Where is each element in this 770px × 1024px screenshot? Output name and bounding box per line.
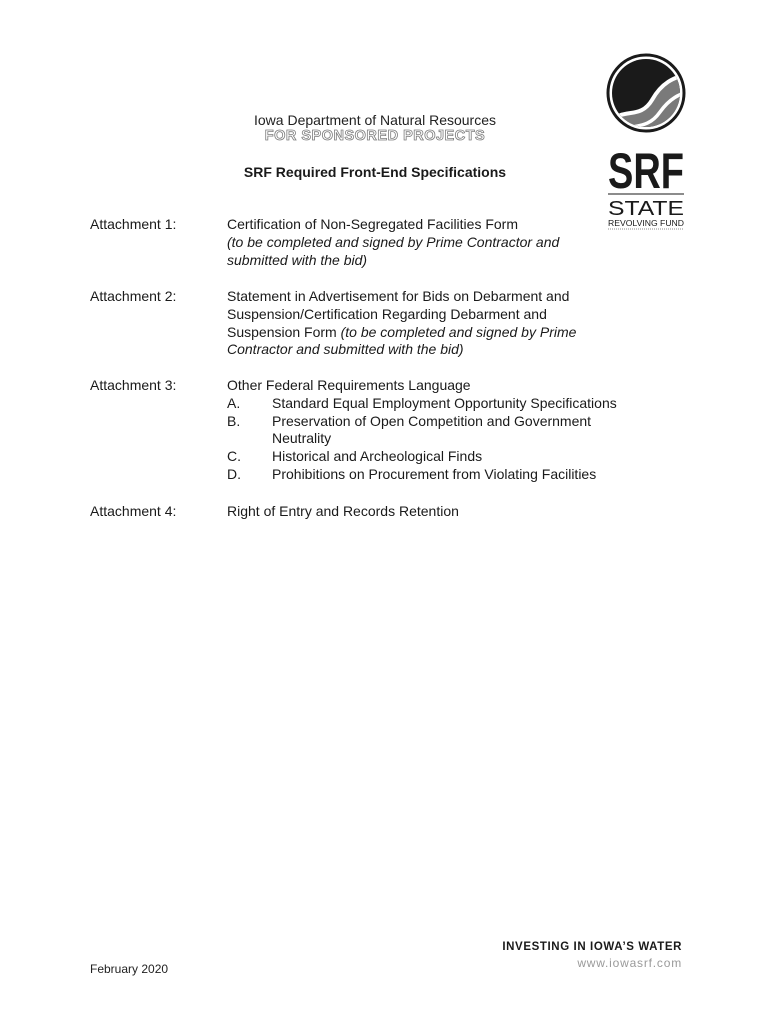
attachment-title-line xyxy=(227,324,667,342)
attachment-note: submitted with the bid) xyxy=(227,251,368,268)
srf-wave-circle-icon xyxy=(604,52,688,232)
attachment-label: Attachment 4: xyxy=(90,503,177,519)
list-item-text: Prohibitions on Procurement from Violating Facilities xyxy=(272,465,597,482)
list-item-text: Historical and Archeological Finds xyxy=(272,448,483,465)
attachment-title: Suspension/Certification Regarding Debarment and xyxy=(227,305,547,322)
list-item-letter: D. xyxy=(227,465,241,482)
list-item xyxy=(227,466,687,484)
srf-logo xyxy=(604,52,688,232)
attachment-label: Attachment 2: xyxy=(90,288,177,304)
attachment-title: Certification of Non-Segregated Facilities Form xyxy=(227,216,519,232)
page-title: SRF Required Front-End Specifications xyxy=(243,164,507,180)
attachment-title: Statement in Advertisement for Bids on Debarment and xyxy=(227,288,570,304)
attachment-label: Attachment 3: xyxy=(90,377,177,393)
logo-mark: SRF xyxy=(608,143,684,199)
attachment-label: Attachment 1: xyxy=(90,216,177,232)
organization-name: Iowa Department of Natural Resources xyxy=(254,112,496,128)
list-item-letter: C. xyxy=(227,448,241,465)
logo-word: STATE xyxy=(608,198,684,220)
list-item-text: Standard Equal Employment Opportunity Specifications xyxy=(272,394,617,411)
attachment-note: (to be completed and signed by Prime Contractor and xyxy=(227,233,560,250)
attachment-title: Suspension Form xyxy=(227,323,337,340)
attachment-note: Contractor and submitted with the bid) xyxy=(227,341,464,358)
list-item-letter: A. xyxy=(227,394,241,411)
list-item-text: Preservation of Open Competition and Government xyxy=(272,412,592,429)
attachment-body xyxy=(227,503,667,521)
list-item xyxy=(227,395,687,413)
list-item xyxy=(227,413,687,449)
list-item-text: Neutrality xyxy=(272,430,332,447)
requirements-list xyxy=(227,395,687,484)
list-item xyxy=(227,448,687,466)
list-item-letter: B. xyxy=(227,412,241,429)
footer-url: www.iowasrf.com xyxy=(577,956,682,970)
attachment-title: Right of Entry and Records Retention xyxy=(227,503,459,519)
attachment-note: (to be completed and signed by Prime xyxy=(340,323,577,340)
logo-tag: REVOLVING FUND xyxy=(608,219,685,228)
attachment-body xyxy=(227,288,667,359)
document-date: February 2020 xyxy=(90,962,169,976)
attachment-title: Other Federal Requirements Language xyxy=(227,377,471,393)
attachment-body xyxy=(227,216,667,269)
attachment-body xyxy=(227,377,687,484)
header-subtitle: FOR SPONSORED PROJECTS xyxy=(264,128,486,144)
footer-tagline: INVESTING IN IOWA’S WATER xyxy=(502,941,682,953)
